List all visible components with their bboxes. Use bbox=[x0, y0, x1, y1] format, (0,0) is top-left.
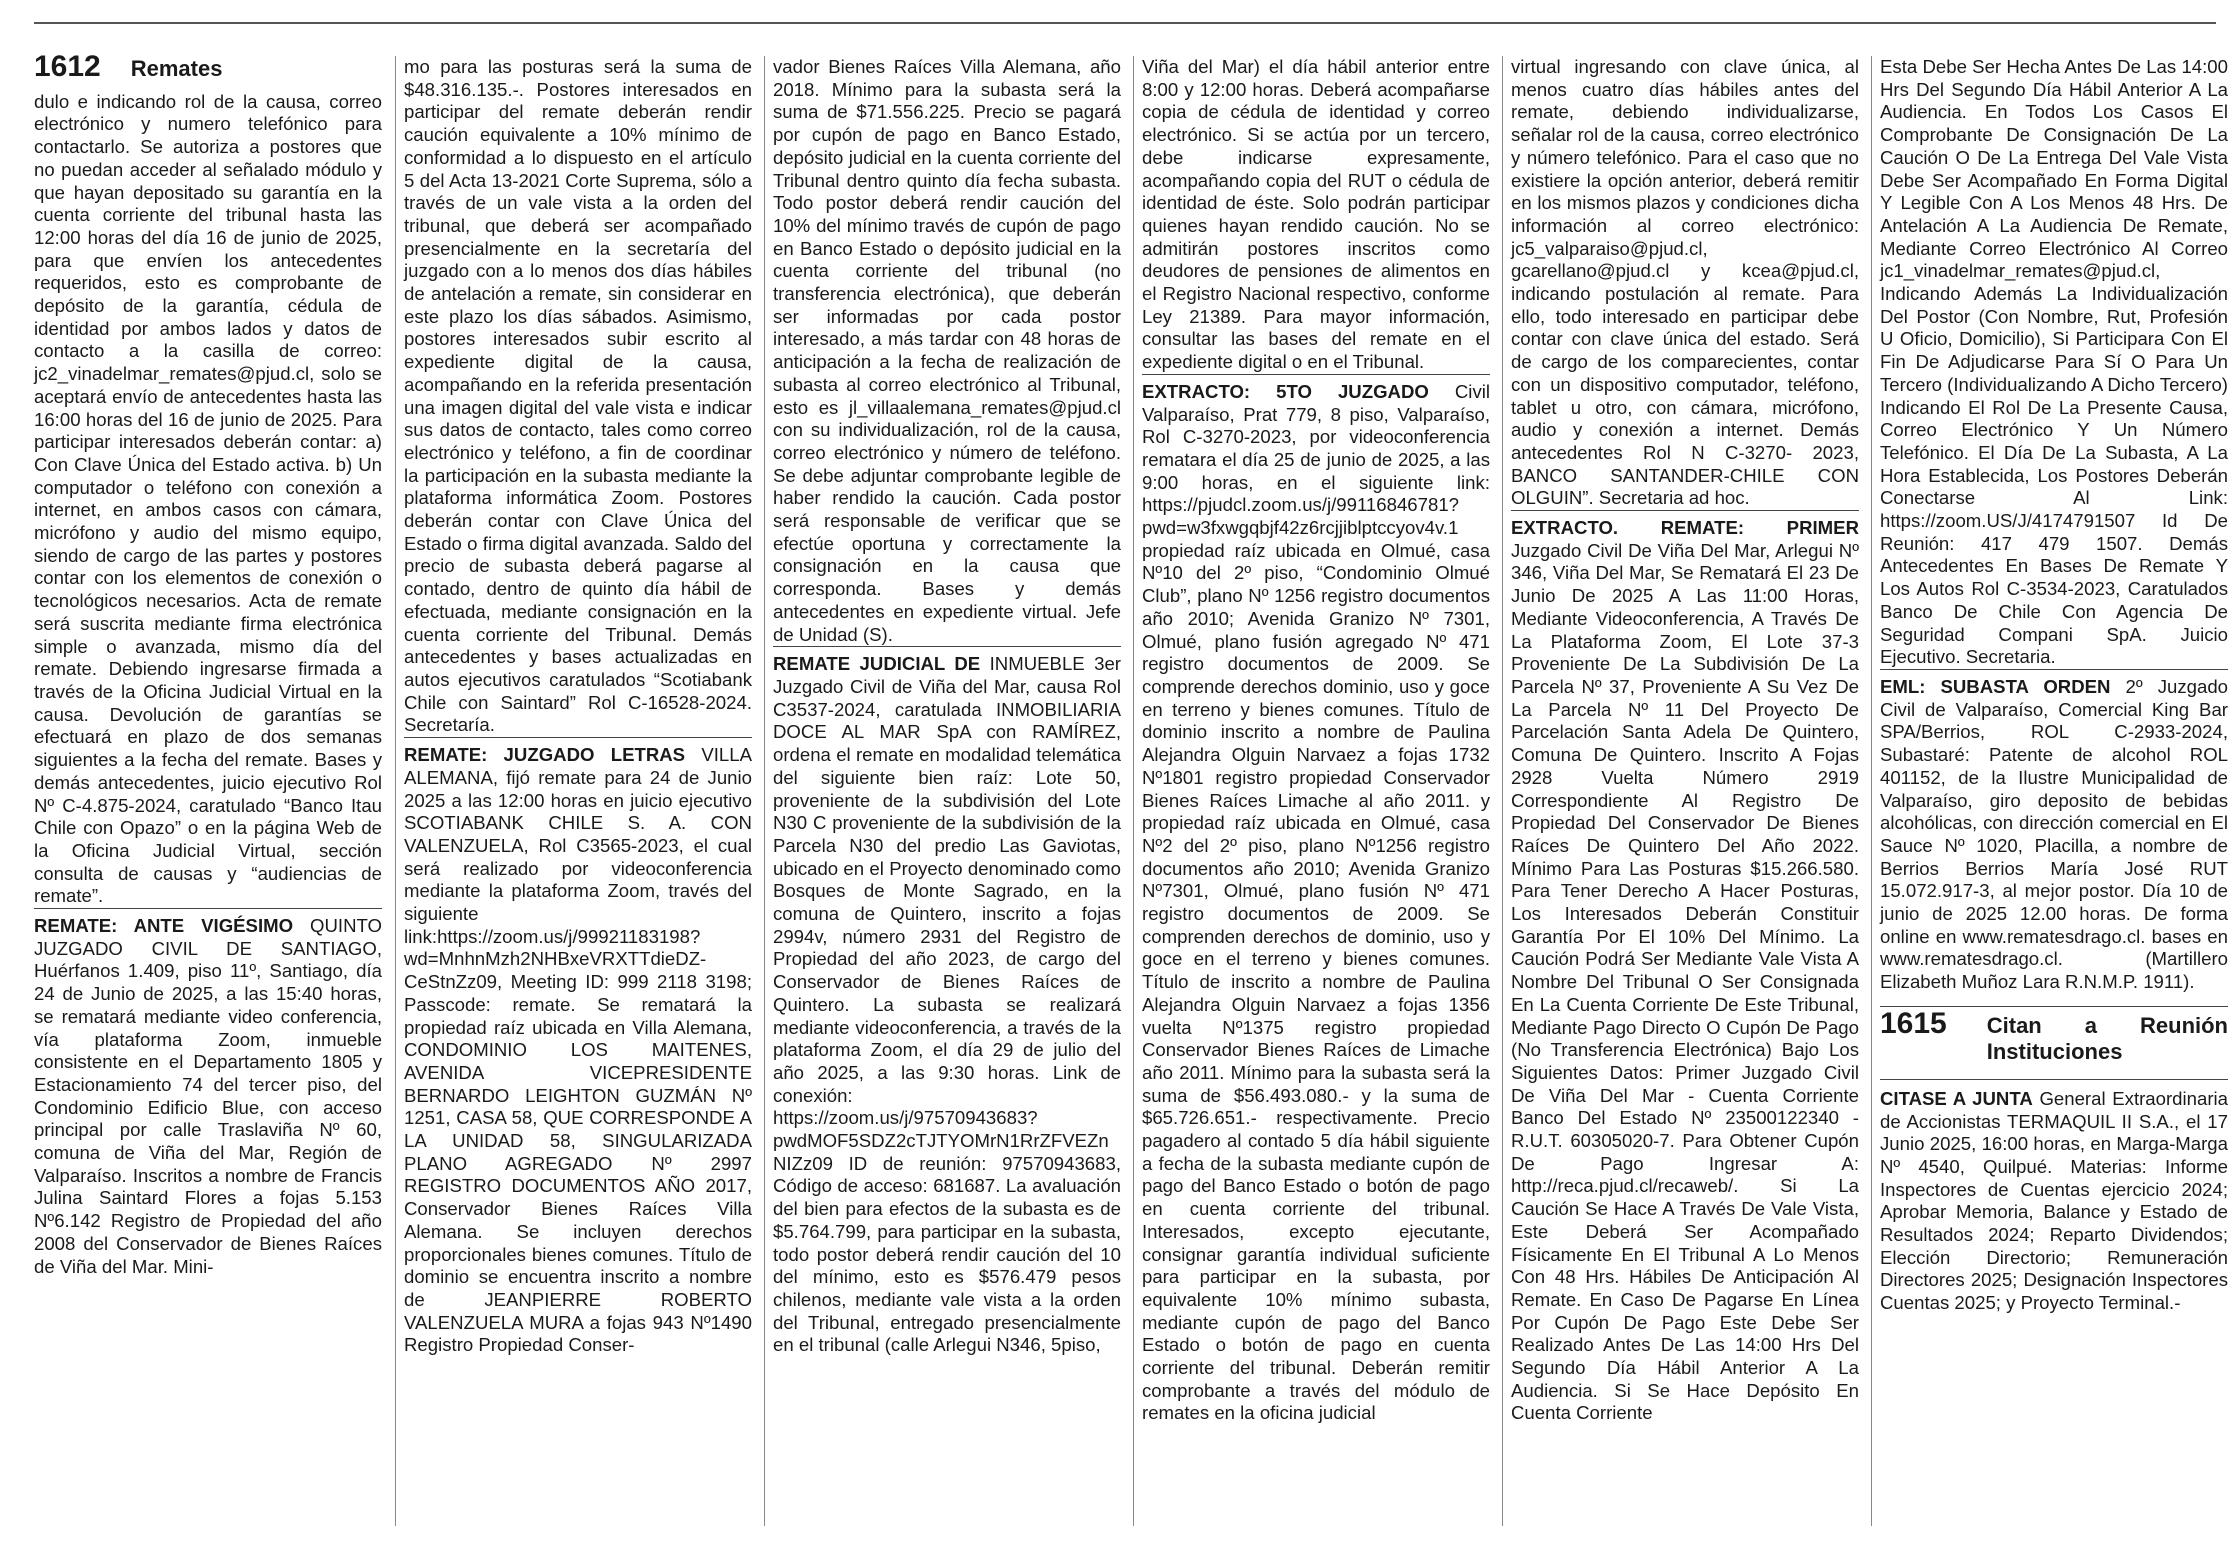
notice-text: mo para las posturas será la suma de $48.316.135.-. Postores interesados en participar del remate deberán rendir caución equivalente a 10% mínimo de conformidad a lo dispuesto en el artículo 5 del Acta 13-2021 Corte Suprema, sólo a través de un vale vista a la orden del tribunal, que deberá ser acompañado presencialmente en la secretaría del juzgado con a lo menos dos días hábiles de antelación a remate, sin considerar en este plazo los días sábados. Asimismo, postores interesados subir escrito al expediente digital de la causa, acompañando en la referida presentación una imagen digital del vale vista e indicar sus datos de contacto, tales como correo electrónico y teléfono, a fin de coordinar la participación en la subasta mediante la plataforma informática Zoom. Postores deberán contar con Clave Única del Estado o firma digital avanzada. Saldo del precio de subasta deberá pagarse al contado, dentro de quinto día hábil de efectuada, mediante consignación en la cuenta corriente del Tribunal. Demás antecedentes y bases actualizadas en autos ejecutivos caratulados “Scotiabank Chile con Saintard” Rol C-16528-2024. Secretaría. bbox=[404, 56, 752, 736]
notice-heading: REMATE: ANTE VIGÉSIMO bbox=[34, 915, 294, 937]
section-title: Citan a Reunión Instituciones bbox=[1986, 1012, 2228, 1064]
column-divider bbox=[1502, 56, 1503, 1526]
notice-text: virtual ingresando con clave única, al menos cuatro días hábiles antes del remate, debiendo individualizarse, señalar rol de la causa, correo electrónico y número telefónico. Para el caso que no existiere la opción anterior, deberá remitir en los mismos plazos y condiciones dicha información al correo electrónico: jc5_valparaiso@pjud.cl, gcarellano@pjud.cl y kcea@pjud.cl, indicando postulación al remate. Para ello, todo interesado en participar debe contar con clave única del estado. Será de cargo de los comparecientes, contar con un dispositivo computador, teléfono, tablet u otro, con cámara, micrófono, audio y conexión a internet. Demás antecedentes Rol N C-3270- 2023, BANCO SANTANDER-CHILE CON OLGUIN”. Secretaria ad hoc. bbox=[1511, 56, 1859, 509]
section-label: Remates bbox=[130, 56, 223, 81]
notice-text: Viña del Mar) el día hábil anterior entre 8:00 y 12:00 horas. Deberá acompañarse copia de cédula de identidad y correo electrónico. Si se actúa por un tercero, debe indicarse expresamente, acompañando copia del RUT o cédula de identidad de éste. Solo podrán participar quienes hayan rendido caución. No se admitirán postores inscritos como deudores de pensiones de alimentos en el Registro Nacional respectivo, conforme Ley 21389. Para mayor información, consultar las bases del remate en el expediente digital o en el Tribunal. bbox=[1142, 56, 1490, 373]
notice-body: Juzgado Civil De Viña Del Mar, Arlegui Nº 346, Viña Del Mar, Se Rematará El 23 De Junio De 2025 A Las 11:00 Horas, Mediante Videoconferencia, A Través De La Plataforma Zoom, El Lote 37-3 Proveniente De La Subdivisión De La Parcela Nº 37, Proveniente A Su Vez De La Parcela Nº 11 Del Proyecto De Parcelación Santa Adela De Quintero, Comuna De Quintero. Inscrito A Fojas 2928 Vuelta Número 2919 Correspondiente Al Registro De Propiedad Del Conservador De Bienes Raíces De Quintero Del Año 2022. Mínimo Para Las Posturas $15.266.580. Para Tener Derecho A Hacer Posturas, Los Interesados Deberán Constituir Garantía Por El 10% Del Mínimo. La Caución Podrá Ser Mediante Vale Vista A Nombre Del Tribunal O Ser Consignada En La Cuenta Corriente De Este Tribunal, Mediante Pago Directo O Cupón De Pago (No Transferencia Electrónica) Bajo Los Siguientes Datos: Primer Juzgado Civil De Viña Del Mar - Cuenta Corriente Banco Del Estado Nº 23500122340 - R.U.T. 60305020-7. Para Obtener Cupón De Pago Ingresar A: http://reca.pjud.cl/recaweb/. Si La Caución Se Hace A Través De Vale Vista, Este Deberá Ser Acompañado Físicamente En El Tribunal A Lo Menos Con 48 Hrs. Hábiles De Anticipación Al Remate. En Caso De Pagarse En Línea Por Cupón De Pago Este Debe Ser Realizado Antes De Las 14:00 Hrs Del Segundo Día Hábil Anterior A La Audiencia. Si Se Hace Depósito En Cuenta Corriente bbox=[1511, 539, 1859, 1424]
section-number: 1615 bbox=[1880, 1006, 1947, 1040]
notice-body: QUINTO JUZGADO CIVIL DE SANTIAGO, Huérfanos 1.409, piso 11º, Santiago, día 24 de Junio de 2025, a las 15:40 horas, se rematará mediante video conferencia, vía plataforma Zoom, inmueble consistente en el Departamento 1805 y Estacionamiento 74 del tercer piso, del Condominio Edificio Blue, con acceso principal por calle Traslaviña Nº 60, comuna de Viña del Mar, Región de Valparaíso. Inscritos a nombre de Francis Julina Saintard Flores a fojas 5.153 Nº6.142 Registro de Propiedad del año 2008 del Conservador de Bienes Raíces de Viña del Mar. Mini- bbox=[34, 915, 383, 1277]
page-header bbox=[34, 50, 382, 83]
column-6 bbox=[1880, 56, 2228, 1315]
notice-heading: EXTRACTO. REMATE: PRIMER bbox=[1511, 517, 1859, 539]
notice-heading: CITASE A JUNTA bbox=[1880, 1087, 2033, 1109]
notice-text: Esta Debe Ser Hecha Antes De Las 14:00 Hrs Del Segundo Día Hábil Anterior A La Audiencia. En Todos Los Casos El Comprobante De Consignación De La Caución O De La Entrega Del Vale Vista Debe Ser Acompañado En Forma Digital Y Legible Con A Los Menos 48 Hrs. De Antelación A La Audiencia De Remate, Mediante Correo Electrónico Al Correo jc1_vinadelmar_remates@pjud.cl, Indicando Además La Individualización Del Postor (Con Nombre, Rut, Profesión U Oficio, Domicilio), Si Participara Con El Fin De Adjudicarse Para Sí O Para Un Tercero (Individualizando A Dicho Tercero) Indicando El Rol De La Presente Causa, Correo Electrónico Y Un Número Telefónico. El Día De La Subasta, A La Hora Establecida, Los Postores Deberán Conectarse Al Link: https://zoom.US/J/4174791507 Id De Reunión: 417 479 1507. Demás Antecedentes En Bases De Remate Y Los Autos Rol C-3534-2023, Caratulados Banco De Chile Con Agencia De Seguridad Compani SpA. Juicio Ejecutivo. Secretaria. bbox=[1880, 56, 2228, 668]
notice-heading: REMATE: JUZGADO LETRAS bbox=[404, 744, 686, 766]
column-divider bbox=[764, 56, 765, 1526]
column-divider bbox=[395, 56, 396, 1526]
column-3 bbox=[773, 56, 1121, 1357]
column-1 bbox=[34, 50, 383, 1278]
notice-text: dulo e indicando rol de la causa, correo electrónico y numero telefónico para contactarlo. Se autoriza a postores que no puedan acceder al señalado módulo y que hayan depositado su garantía en la cuenta corriente del tribunal hasta las 12:00 horas del día 16 de junio de 2025, para que envíen los antecedentes requeridos, esto es comprobante de depósito de la garantía, cédula de identidad por ambos lados y datos de contacto a la casilla de correo: jc2_vinadelmar_remates@pjud.cl, solo se aceptará envío de antecedentes hasta las 16:00 horas del 16 de junio de 2025. Para participar interesados deberán contar: a) Con Clave Única del Estado activa. b) Un computador o teléfono con conexión a internet, en ambos casos con cámara, micrófono y audio del mismo equipo, siendo de cargo de las partes y postores contar con los elementos de conexión o tecnológicos necesarios. Acta de remate será suscrita mediante firma electrónica simple o avanzada, mismo día del remate. Debiendo ingresarse firmada a través de la Oficina Judicial Virtual en la causa. Devolución de garantías se efectuará en plazo de dos semanas siguientes a la fecha del remate. Bases y demás antecedentes, juicio ejecutivo Rol Nº C-4.875-2024, caratulado “Banco Itau Chile con Opazo” o en la página Web de la Oficina Judicial Virtual, sección consulta de causas y “audiencias de remate”. bbox=[34, 90, 382, 907]
notice bbox=[1880, 669, 2228, 994]
notice bbox=[404, 737, 752, 1357]
notice bbox=[1880, 1079, 2228, 1315]
column-2 bbox=[404, 56, 752, 1357]
column-4 bbox=[1142, 56, 1490, 1425]
notice bbox=[1511, 510, 1859, 1425]
notice-heading: REMATE JUDICIAL DE bbox=[773, 653, 981, 675]
notice bbox=[773, 646, 1121, 1357]
notice-text: vador Bienes Raíces Villa Alemana, año 2018. Mínimo para la subasta será la suma de $71.556.225. Precio se pagará por cupón de pago en Banco Estado, depósito judicial en la cuenta corriente del Tribunal dentro quinto día fecha subasta. Todo postor deberá rendir caución del 10% del mínimo través de cupón de pago en Banco Estado o depósito judicial en la cuenta corriente del tribunal (no transferencia electrónica), que deberán ser informadas por cada postor interesado, a más tardar con 48 horas de anticipación a la fecha de realización de subasta al correo electrónico al Tribunal, esto es jl_villaalemana_remates@pjud.cl con su individualización, rol de la causa, correo electrónico y número de teléfono. Se debe adjuntar comprobante legible de haber rendido la caución. Cada postor será responsable de verificar que se efectúe oportuna y correctamente la consignación en la causa que corresponda. Bases y demás antecedentes en expediente virtual. Jefe de Unidad (S). bbox=[773, 56, 1121, 645]
notice-body: INMUEBLE 3er Juzgado Civil de Viña del Mar, causa Rol C3537-2024, caratulada INMOBILIARIA DOCE AL MAR SpA con RAMÍREZ, ordena el remate en modalidad telemática del siguiente bien raíz: Lote 50, proveniente de la subdivisión del Lote N30 C proveniente de la subdivisión de la Parcela N30 del predio Las Gaviotas, ubicado en el Proyecto denominado como Bosques de Monte Sagrado, en la comuna de Quintero, inscrito a fojas 2994v, número 2931 del Registro de Propiedad del año 2023, de cargo del Conservador de Bienes Raíces de Quintero. La subasta se realizará mediante videoconferencia, a través de la plataforma Zoom, el día 29 de julio del año 2025, a las 9:30 horas. Link de conexión: https://zoom.us/j/97570943683?pwdMOF5SDZ2cTJTYOMrN1RrZFVEZnNIZz09 ID de reunión: 97570943683, Código de acceso: 681687. La avaluación del bien para efectos de la subasta es de $5.764.799, para participar en la subasta, todo postor deberá rendir caución del 10 del mínimo, esto es $576.479 pesos chilenos, mediante vale vista a la orden del Tribunal, entregado presencialmente en el tribunal (calle Arlegui N346, 5piso, bbox=[773, 653, 1121, 1356]
column-5 bbox=[1511, 56, 1859, 1425]
column-divider bbox=[1871, 56, 1872, 1526]
notice-heading: EML: SUBASTA ORDEN bbox=[1880, 675, 2111, 697]
notice bbox=[34, 908, 382, 1278]
notice-body: 2º Juzgado Civil de Valparaíso, Comercial King Bar SPA/Berrios, ROL C-2933-2024, Subastaré: Patente de alcohol ROL 401152, de la Ilustre Municipalidad de Valparaíso, giro deposito de bebidas alcohólicas, con dirección comercial en El Sauce Nº 1020, Placilla, a nombre de Berrios Berrios María José RUT 15.072.917-3, al mejor postor. Día 10 de junio de 2025 12.00 horas. De forma online en www.rematesdrago.cl. bases en www.rematesdrago.cl. (Martillero Elizabeth Muñoz Lara R.N.M.P. 1911). bbox=[1880, 675, 2228, 993]
page-number: 1612 bbox=[34, 50, 101, 83]
notice bbox=[1142, 374, 1490, 1425]
top-rule bbox=[34, 22, 2216, 24]
notice-heading: EXTRACTO: 5TO JUZGADO bbox=[1142, 380, 1429, 402]
column-divider bbox=[1133, 56, 1134, 1526]
section-header bbox=[1880, 1006, 2228, 1065]
notice-body: General Extraordinaria de Accionistas TERMAQUIL II S.A., el 17 Junio 2025, 16:00 horas, en Marga-Marga Nº 4540, Quilpué. Materias: Informe Inspectores de Cuentas ejercicio 2024; Aprobar Memoria, Balance y Estado de Resultados 2024; Reparto Dividendos; Elección Directorio; Remuneración Directores 2025; Designación Inspectores Cuentas 2025; y Proyecto Terminal.- bbox=[1880, 1087, 2228, 1314]
notice-body: VILLA ALEMANA, fijó remate para 24 de Junio 2025 a las 12:00 horas en juicio ejecutivo SCOTIABANK CHILE S. A. CON VALENZUELA, Rol C3565-2023, el cual será realizado por videoconferencia mediante la plataforma Zoom, través del siguiente link:https://zoom.us/j/99921183198?wd=MnhnMzh2NHBxeVRXTTdieDZ-CeStnZz09, Meeting ID: 999 2118 3198; Passcode: remate. Se rematará la propiedad raíz ubicada en Villa Alemana, CONDOMINIO LOS MAITENES, AVENIDA VICEPRESIDENTE BERNARDO LEIGHTON GUZMÁN Nº 1251, CASA 58, QUE CORRESPONDE A LA UNIDAD 58, SINGULARIZADA PLANO AGREGADO Nº 2997 REGISTRO DOCUMENTOS AÑO 2017, Conservador Bienes Raíces Villa Alemana. Se incluyen derechos proporcionales bienes comunes. Título de dominio se encuentra inscrito a nombre de JEANPIERRE ROBERTO VALENZUELA MURA a fojas 943 Nº1490 Registro Propiedad Conser- bbox=[404, 744, 752, 1356]
notice-body: Civil Valparaíso, Prat 779, 8 piso, Valparaíso, Rol C-3270-2023, por videoconferencia rematara el día 25 de junio de 2025, a las 9:00 horas, en el siguiente link: https://pjudcl.zoom.us/j/99116846781?pwd=w3fxwgqbjf42z6rcjjiblptccyov4v.1 propiedad raíz ubicada en Olmué, casa Nº10 del 2º piso, “Condominio Olmué Club”, plano Nº 1256 registro documentos año 2010; Avenida Granizo Nº 7301, Olmué, plano fusión agregado Nº 471 registro documentos de 2009. Se comprende derechos dominio, uso y goce en terreno y bienes comunes. Título de dominio inscrito a nombre de Paulina Alejandra Olguin Narvaez a fojas 1732 Nº1801 registro propiedad Conservador Bienes Raíces Limache al año 2011. y propiedad raíz ubicada en Olmué, casa Nº2 del 2º piso, plano Nº1256 registro documentos año 2010; Avenida Granizo Nº7301, Olmué, plano fusión Nº 471 registro documentos de 2009. Se comprenden derechos de dominio, uso y goce en el terreno y bienes comunes. Título de inscrito a nombre de Paulina Alejandra Olguin Narvaez a fojas 1356 vuelta Nº1375 registro propiedad Conservador Bienes Raíces de Limache año 2011. Mínimo para la subasta será la suma de $56.493.080.- y la suma de $65.726.651.- respectivamente. Precio pagadero al contado 5 día hábil siguiente a fecha de la subasta mediante cupón de pago del Banco Estado o botón de pago en cuenta corriente del tribunal. Interesados, excepto ejecutante, consignar garantía individual suficiente para participar en la subasta, por equivalente 10% mínimo subasta, mediante cupón de pago del Banco Estado o botón de pago en cuenta corriente del tribunal. Deberán remitir comprobante a través del módulo de remates en la oficina judicial bbox=[1142, 380, 1490, 1424]
